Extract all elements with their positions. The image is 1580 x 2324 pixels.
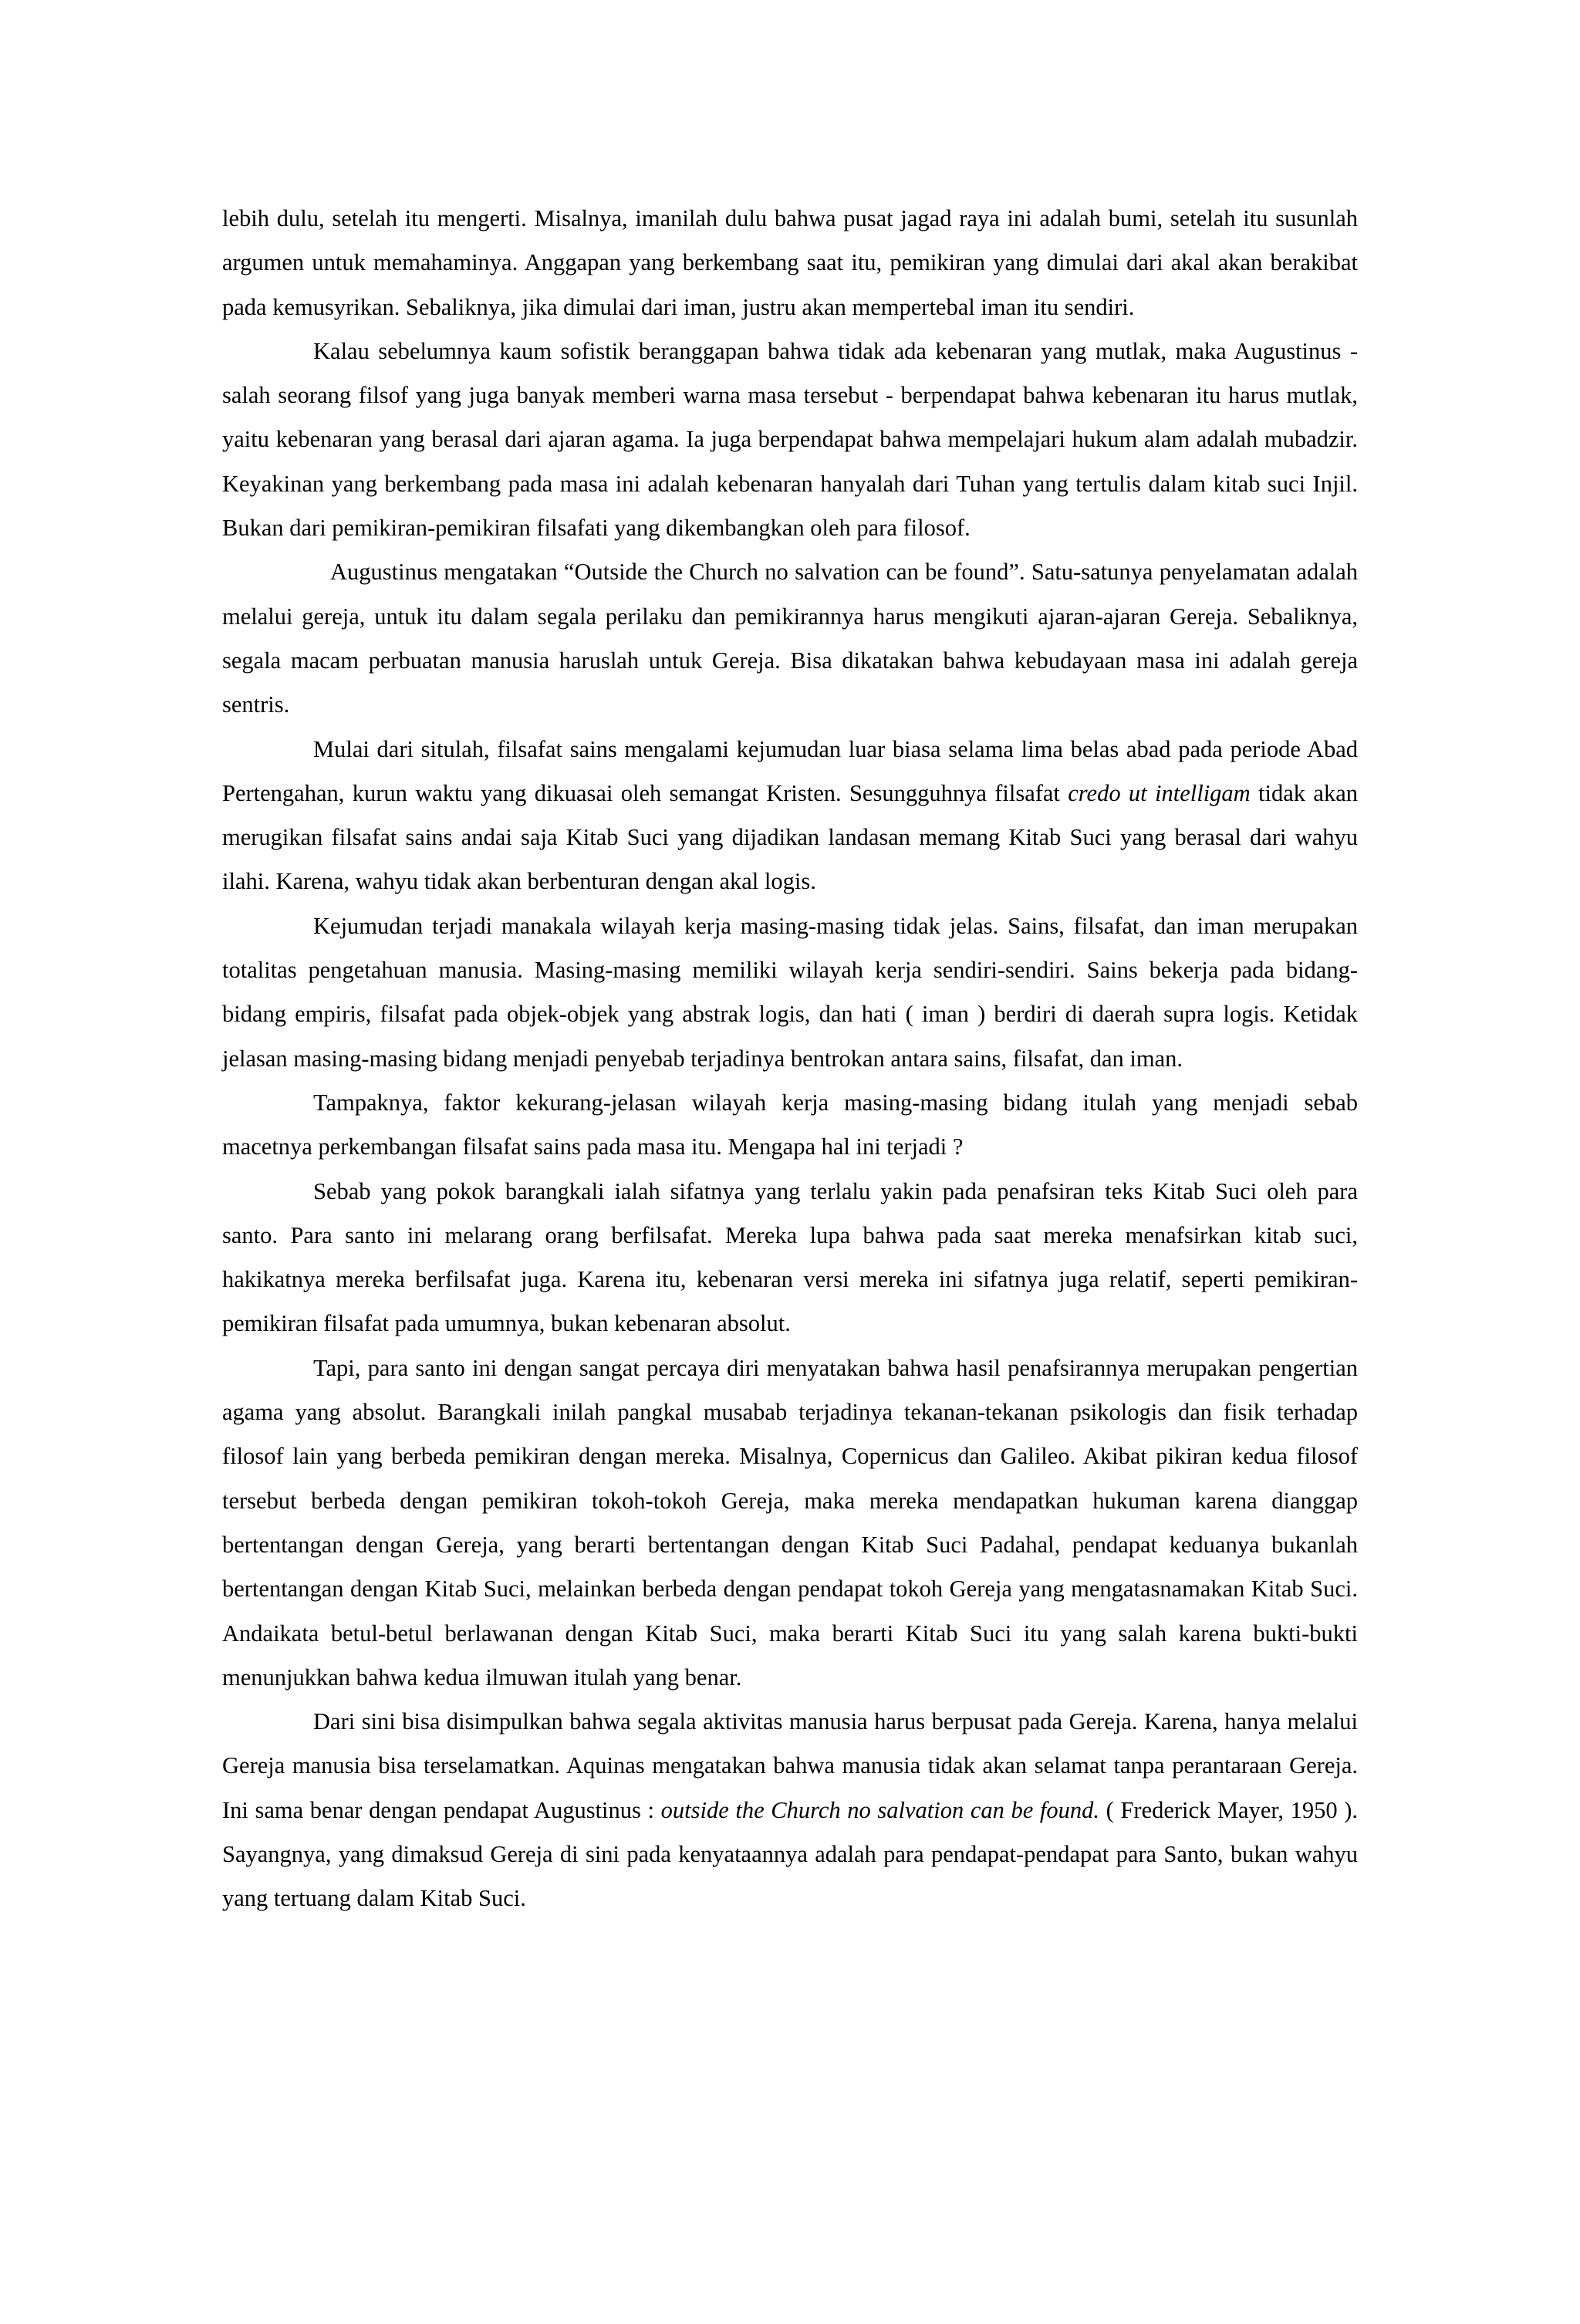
paragraph-text: Dari sini bisa disimpulkan bahwa segala aktivitas manusia harus berpusat pada Gereja. Karena, hanya melalui Gereja manusia bisa terselamatkan. Aquinas mengatakan bahwa manusia tidak akan selamat tanpa perantaraan Gereja. Ini sama benar dengan pendapat Augustinus : bbox=[222, 1708, 1358, 1823]
paragraph-text: Kalau sebelumnya kaum sofistik beranggapan bahwa tidak ada kebenaran yang mutlak, maka Augustinus - salah seorang filsof yang juga banyak memberi warna masa tersebut - berpendapat bahwa kebenaran itu harus mutlak, yaitu kebenaran yang berasal dari ajaran agama. Ia juga berpendapat bahwa mempelajari hukum alam adalah mubadzir. Keyakinan yang berkembang pada masa ini adalah kebenaran hanyalah dari Tuhan yang tertulis dalam kitab suci Injil. Bukan dari pemikiran-pemikiran filsafati yang dikembangkan oleh para filosof. bbox=[222, 337, 1358, 542]
paragraph-text: Kejumudan terjadi manakala wilayah kerja masing-masing tidak jelas. Sains, filsafat, dan iman merupakan totalitas pengetahuan manusia. Masing-masing memiliki wilayah kerja sendiri-sendiri. Sains bekerja pada bidang-bidang empiris, filsafat pada objek-objek yang abstrak logis, dan hati ( iman ) berdiri di daerah supra logis. Ketidak jelasan masing-masing bidang menjadi penyebab terjadinya bentrokan antara sains, filsafat, dan iman. bbox=[222, 912, 1358, 1072]
paragraph-text: ( Frederick Mayer, 1950 ). Sayangnya, yang dimaksud Gereja di sini pada kenyataannya adalah para pendapat-pendapat para Santo, bukan wahyu yang tertuang dalam Kitab Suci. bbox=[222, 1796, 1358, 1912]
paragraph-text: lebih dulu, setelah itu mengerti. Misalnya, imanilah dulu bahwa pusat jagad raya ini adalah bumi, setelah itu susunlah argumen untuk memahaminya. Anggapan yang berkembang saat itu, pemikiran yang dimulai dari akal akan berakibat pada kemusyrikan. Sebaliknya, jika dimulai dari iman, justru akan mempertebal iman itu sendiri. bbox=[222, 205, 1358, 320]
paragraph-text: Tampaknya, faktor kekurang-jelasan wilayah kerja masing-masing bidang itulah yang menjadi sebab macetnya perkembangan filsafat sains pada masa itu. Mengapa hal ini terjadi ? bbox=[222, 1089, 1358, 1160]
paragraph-text: Tapi, para santo ini dengan sangat percaya diri menyatakan bahwa hasil penafsirannya merupakan pengertian agama yang absolut. Barangkali inilah pangkal musabab terjadinya tekanan-tekanan psikologis dan fisik terhadap filosof lain yang berbeda pemikiran dengan mereka. Misalnya, Copernicus dan Galileo. Akibat pikiran kedua filosof tersebut berbeda dengan pemikiran tokoh-tokoh Gereja, maka mereka mendapatkan hukuman karena dianggap bertentangan dengan Gereja, yang berarti bertentangan dengan Kitab Suci Padahal, pendapat keduanya bukanlah bertentangan dengan Kitab Suci, melainkan berbeda dengan pendapat tokoh Gereja yang mengatasnamakan Kitab Suci. Andaikata betul-betul berlawanan dengan Kitab Suci, maka berarti Kitab Suci itu yang salah karena bukti-bukti menunjukkan bahwa kedua ilmuwan itulah yang benar. bbox=[222, 1354, 1358, 1691]
paragraph-2 bbox=[222, 329, 1358, 550]
italic-quote: outside the Church no salvation can be found. bbox=[660, 1796, 1100, 1823]
paragraph-5 bbox=[222, 904, 1358, 1081]
paragraph-4 bbox=[222, 728, 1358, 904]
italic-term: credo ut intelligam bbox=[1068, 779, 1251, 806]
paragraph-text: tidak akan merugikan filsafat sains andai saja Kitab Suci yang dijadikan landasan memang Kitab Suci yang berasal dari wahyu ilahi. Karena, wahyu tidak akan berbenturan dengan akal logis. bbox=[222, 779, 1358, 895]
paragraph-text: Sebab yang pokok barangkali ialah sifatnya yang terlalu yakin pada penafsiran teks Kitab Suci oleh para santo. Para santo ini melarang orang berfilsafat. Mereka lupa bahwa pada saat mereka menafsirkan kitab suci, hakikatnya mereka berfilsafat juga. Karena itu, kebenaran versi mereka ini sifatnya juga relatif, seperti pemikiran-pemikiran filsafat pada umumnya, bukan kebenaran absolut. bbox=[222, 1177, 1358, 1337]
paragraph-text: Augustinus mengatakan “Outside the Church no salvation can be found”. Satu-satunya penyelamatan adalah melalui gereja, untuk itu dalam segala perilaku dan pemikirannya harus mengikuti ajaran-ajaran Gereja. Sebaliknya, segala macam perbuatan manusia haruslah untuk Gereja. Bisa dikatakan bahwa kebudayaan masa ini adalah gereja sentris. bbox=[222, 559, 1358, 718]
paragraph-text: Mulai dari situlah, filsafat sains mengalami kejumudan luar biasa selama lima belas abad pada periode Abad Pertengahan, kurun waktu yang dikuasai oleh semangat Kristen. Sesungguhnya filsafat bbox=[222, 735, 1358, 806]
paragraph-3 bbox=[222, 550, 1358, 727]
paragraph-1 bbox=[222, 197, 1358, 329]
paragraph-6 bbox=[222, 1081, 1358, 1170]
paragraph-8 bbox=[222, 1346, 1358, 1700]
paragraph-9 bbox=[222, 1700, 1358, 1920]
document-page bbox=[222, 197, 1358, 1921]
paragraph-7 bbox=[222, 1170, 1358, 1346]
